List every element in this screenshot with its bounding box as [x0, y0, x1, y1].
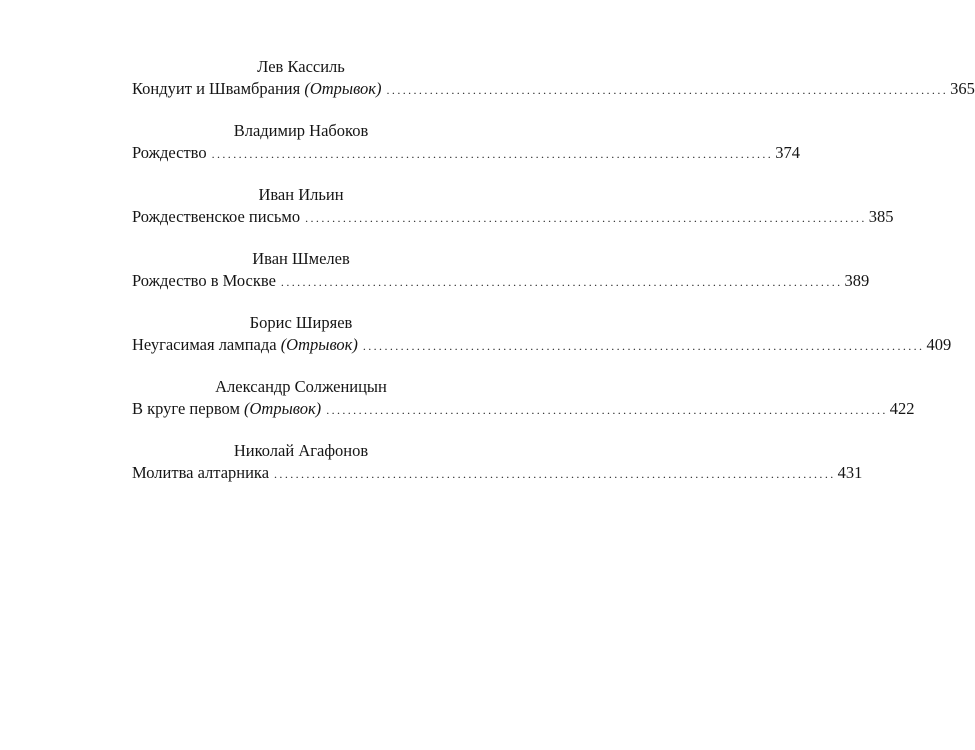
author-name: Николай Агафонов — [233, 441, 369, 460]
toc-line — [132, 78, 975, 100]
page-number: 389 — [844, 271, 870, 290]
toc-line — [132, 142, 800, 164]
toc-line — [132, 398, 915, 420]
toc-entry — [132, 440, 863, 504]
author-name: Лев Кассиль — [257, 57, 345, 76]
work-title-wrap — [132, 462, 269, 484]
toc-entry — [132, 376, 915, 440]
table-of-contents — [132, 56, 975, 504]
toc-line — [132, 462, 863, 484]
work-title-wrap — [132, 142, 207, 164]
toc-entry — [132, 312, 952, 376]
work-title: В круге первом — [132, 399, 240, 418]
dot-leader: ........................................................................................................ — [386, 83, 949, 97]
work-title-wrap — [132, 334, 358, 356]
page-number: 409 — [926, 335, 952, 354]
work-title: Неугасимая лампада — [132, 335, 277, 354]
page-number: 431 — [837, 463, 863, 482]
work-title: Рождество — [132, 143, 207, 162]
work-title: Рождество в Москве — [132, 271, 276, 290]
author-name: Борис Ширяев — [249, 313, 353, 332]
page-number: 365 — [950, 79, 975, 98]
excerpt-note: (Отрывок) — [280, 335, 358, 354]
work-title: Молитва алтарника — [132, 463, 270, 482]
dot-leader: ........................................................................................................ — [326, 403, 888, 417]
author-name: Иван Шмелев — [252, 249, 350, 268]
toc-line — [132, 334, 952, 356]
dot-leader: ........................................................................................................ — [305, 211, 867, 225]
dot-leader: ........................................................................................................ — [211, 147, 774, 161]
work-title: Кондуит и Швамбрания — [132, 79, 301, 98]
toc-entry — [132, 248, 870, 312]
toc-line — [132, 270, 870, 292]
author-name: Владимир Набоков — [233, 121, 369, 140]
toc-entry — [132, 56, 975, 120]
toc-entry — [132, 184, 894, 248]
dot-leader: ........................................................................................................ — [362, 339, 925, 353]
work-title-wrap — [132, 398, 321, 420]
dot-leader: ........................................................................................................ — [274, 467, 836, 481]
work-title-wrap — [132, 78, 382, 100]
work-title: Рождественское письмо — [132, 207, 301, 226]
page-number: 422 — [889, 399, 915, 418]
dot-leader: ........................................................................................................ — [280, 275, 843, 289]
excerpt-note: (Отрывок) — [244, 399, 322, 418]
author-name: Иван Ильин — [258, 185, 344, 204]
page-number: 385 — [868, 207, 894, 226]
author-name: Александр Солженицын — [215, 377, 387, 396]
excerpt-note: (Отрывок) — [304, 79, 382, 98]
work-title-wrap — [132, 206, 300, 228]
toc-line — [132, 206, 894, 228]
work-title-wrap — [132, 270, 276, 292]
toc-entry — [132, 120, 800, 184]
page-number: 374 — [775, 143, 800, 162]
